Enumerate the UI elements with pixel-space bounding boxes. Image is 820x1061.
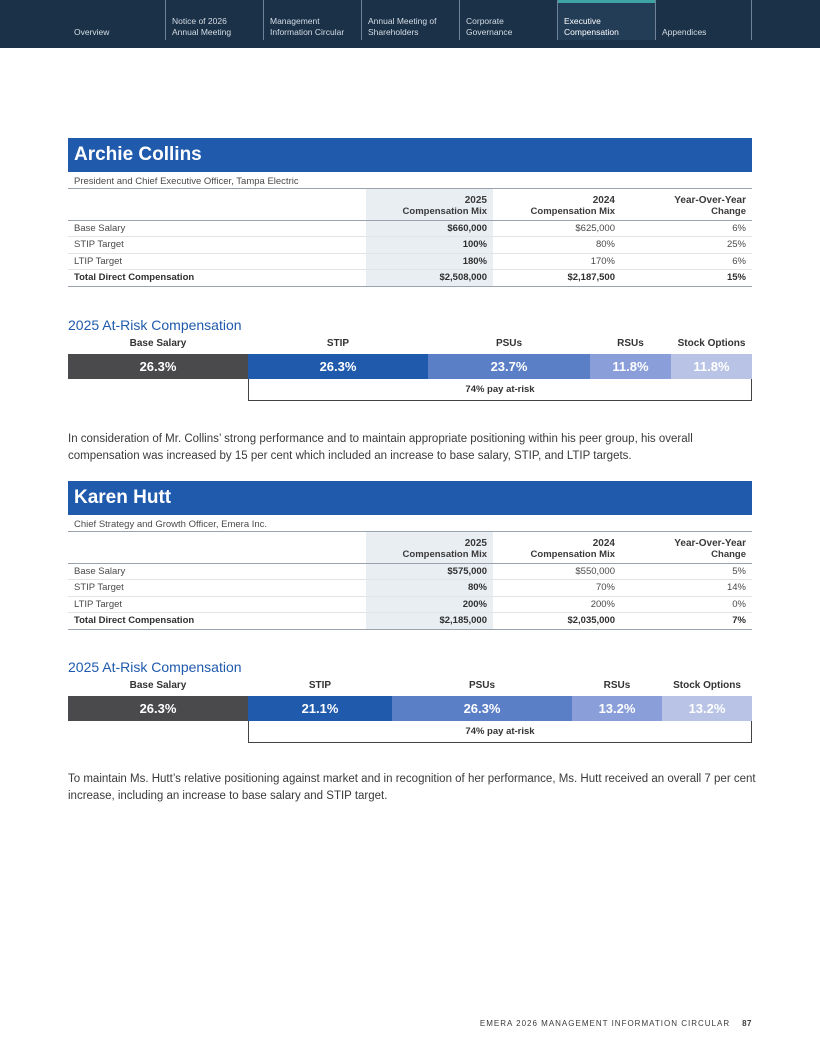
at-risk-compensation — [68, 658, 752, 737]
nav-tab-management-circular[interactable] — [264, 0, 362, 40]
table-subheader-row — [68, 549, 752, 563]
executive-role: President and Chief Executive Officer, Tampa Electric — [68, 172, 752, 189]
header-cell: 2024 — [592, 195, 615, 206]
table-cell: LTIP Target — [68, 253, 366, 270]
table-cell: Total Direct Compensation — [68, 613, 366, 630]
table-cell: LTIP Target — [68, 596, 366, 613]
table-total-row — [68, 613, 752, 630]
segment-stip-label: STIP — [308, 680, 332, 691]
table-cell: 180% — [366, 253, 493, 270]
at-risk-title: 2025 At-Risk Compensation — [68, 659, 242, 675]
table-cell: $2,187,500 — [493, 270, 621, 287]
table-cell: Base Salary — [68, 220, 366, 237]
table-cell: 80% — [366, 580, 493, 597]
table-cell: Total Direct Compensation — [68, 270, 366, 287]
segment-labels — [68, 334, 752, 354]
table-cell: $2,035,000 — [493, 613, 621, 630]
table-cell: 70% — [493, 580, 621, 597]
table-total-row — [68, 270, 752, 287]
commentary-paragraph: To maintain Ms. Hutt’s relative positioning against market and in recognition of her performance, Ms. Hutt received an overall 7 per cent increase, including an increase to base salary and STIP target. — [68, 773, 756, 802]
table-cell: $2,185,000 — [366, 613, 493, 630]
segment-rsus-label: RSUs — [617, 338, 644, 349]
executive-role: Chief Strategy and Growth Officer, Emera Inc. — [68, 515, 752, 532]
executive-block — [68, 481, 752, 630]
nav-tab-corporate-governance[interactable] — [460, 0, 558, 40]
segment-rsus-bar: 11.8% — [590, 354, 671, 379]
header-cell: 2024 — [592, 538, 615, 549]
nav-tab-label: Management Information Circular — [270, 16, 345, 37]
at-risk-compensation — [68, 316, 752, 395]
segment-stip-label: STIP — [326, 338, 350, 349]
table-cell: 170% — [493, 253, 621, 270]
table-cell: $550,000 — [493, 563, 621, 580]
table-header-row — [68, 532, 752, 549]
header-cell: 2025 — [366, 532, 493, 549]
segment-psus-label: PSUs — [495, 338, 523, 349]
table-cell: $625,000 — [493, 220, 621, 237]
nav-tab-appendices[interactable] — [656, 0, 752, 40]
nav-tab-executive-compensation[interactable] — [558, 0, 656, 40]
nav-tab-annual-meeting[interactable] — [362, 0, 460, 40]
header-cell: Year-Over-Year — [674, 195, 746, 206]
executive-name: Karen Hutt — [68, 481, 752, 515]
header-cell — [68, 549, 366, 563]
pay-at-risk-bracket: 74% pay at-risk — [248, 379, 752, 401]
segment-stock-options-bar: 13.2% — [662, 696, 752, 721]
table-cell: 15% — [621, 270, 752, 287]
table-cell: 6% — [621, 220, 752, 237]
at-risk-title: 2025 At-Risk Compensation — [68, 317, 242, 333]
table-cell: 0% — [621, 596, 752, 613]
nav-tab-label: Executive Compensation — [564, 16, 619, 37]
top-navigation — [0, 0, 820, 48]
executive-name: Archie Collins — [68, 138, 752, 172]
page-number: 87 — [742, 1019, 752, 1028]
nav-tab-label: Overview — [74, 27, 110, 37]
commentary-paragraph: In consideration of Mr. Collins’ strong performance and to maintain appropriate positioning within his peer group, his overall compensation was increased by 15 per cent which included an increase to base salary, STIP, and LTIP targets. — [68, 433, 693, 462]
header-cell: Compensation Mix — [493, 549, 621, 563]
nav-tab-notice[interactable] — [166, 0, 264, 40]
table-cell: STIP Target — [68, 237, 366, 254]
nav-tab-overview[interactable] — [68, 0, 166, 40]
table-cell: 200% — [493, 596, 621, 613]
segment-rsus-bar: 13.2% — [572, 696, 662, 721]
segment-psus-label: PSUs — [468, 680, 496, 691]
table-cell: 5% — [621, 563, 752, 580]
table-row — [68, 563, 752, 580]
table-header-row — [68, 189, 752, 206]
segment-stock-options-bar: 11.8% — [671, 354, 752, 379]
segment-base-salary-label: Base Salary — [129, 338, 187, 349]
at-risk-bar — [68, 354, 752, 379]
table-cell: Base Salary — [68, 563, 366, 580]
pay-at-risk-bracket: 74% pay at-risk — [248, 721, 752, 743]
table-cell: $2,508,000 — [366, 270, 493, 287]
segment-psus-bar: 23.7% — [428, 354, 590, 379]
segment-psus-bar: 26.3% — [392, 696, 572, 721]
page-footer — [0, 1019, 752, 1028]
header-cell — [68, 532, 366, 549]
segment-rsus-label: RSUs — [603, 680, 631, 691]
footer-text: EMERA 2026 MANAGEMENT INFORMATION CIRCULAR — [479, 1019, 731, 1028]
table-cell: 80% — [493, 237, 621, 254]
header-cell — [68, 206, 366, 220]
table-cell: 7% — [621, 613, 752, 630]
table-cell: $660,000 — [366, 220, 493, 237]
table-cell: STIP Target — [68, 580, 366, 597]
table-cell: 6% — [621, 253, 752, 270]
segment-base-salary-bar: 26.3% — [68, 354, 248, 379]
table-row — [68, 220, 752, 237]
header-cell: Compensation Mix — [366, 206, 493, 220]
nav-tab-label: Annual Meeting of Shareholders — [368, 16, 437, 37]
header-cell: Compensation Mix — [366, 549, 493, 563]
table-cell: 25% — [621, 237, 752, 254]
nav-tab-label: Notice of 2026 Annual Meeting — [172, 16, 232, 37]
table-row — [68, 237, 752, 254]
table-cell: 200% — [366, 596, 493, 613]
header-cell: Compensation Mix — [493, 206, 621, 220]
segment-stip-bar: 21.1% — [248, 696, 392, 721]
segment-base-salary-label: Base Salary — [129, 680, 187, 691]
nav-tab-label: Appendices — [662, 27, 707, 37]
compensation-table — [68, 189, 752, 287]
executive-block — [68, 138, 752, 287]
compensation-table — [68, 532, 752, 630]
header-cell: Change — [621, 206, 752, 220]
header-cell — [68, 189, 366, 206]
segment-base-salary-bar: 26.3% — [68, 696, 248, 721]
table-row — [68, 253, 752, 270]
segment-stock-options-label: Stock Options — [677, 338, 746, 349]
table-cell: 100% — [366, 237, 493, 254]
table-subheader-row — [68, 206, 752, 220]
table-cell: 14% — [621, 580, 752, 597]
table-cell: $575,000 — [366, 563, 493, 580]
at-risk-bar — [68, 696, 752, 721]
segment-stip-bar: 26.3% — [248, 354, 428, 379]
header-cell: Change — [621, 549, 752, 563]
table-row — [68, 580, 752, 597]
header-cell: 2025 — [366, 189, 493, 206]
table-row — [68, 596, 752, 613]
segment-labels — [68, 676, 752, 696]
header-cell: Year-Over-Year — [674, 538, 746, 549]
nav-tab-label: Corporate Governance — [466, 16, 513, 37]
segment-stock-options-label: Stock Options — [673, 680, 741, 691]
